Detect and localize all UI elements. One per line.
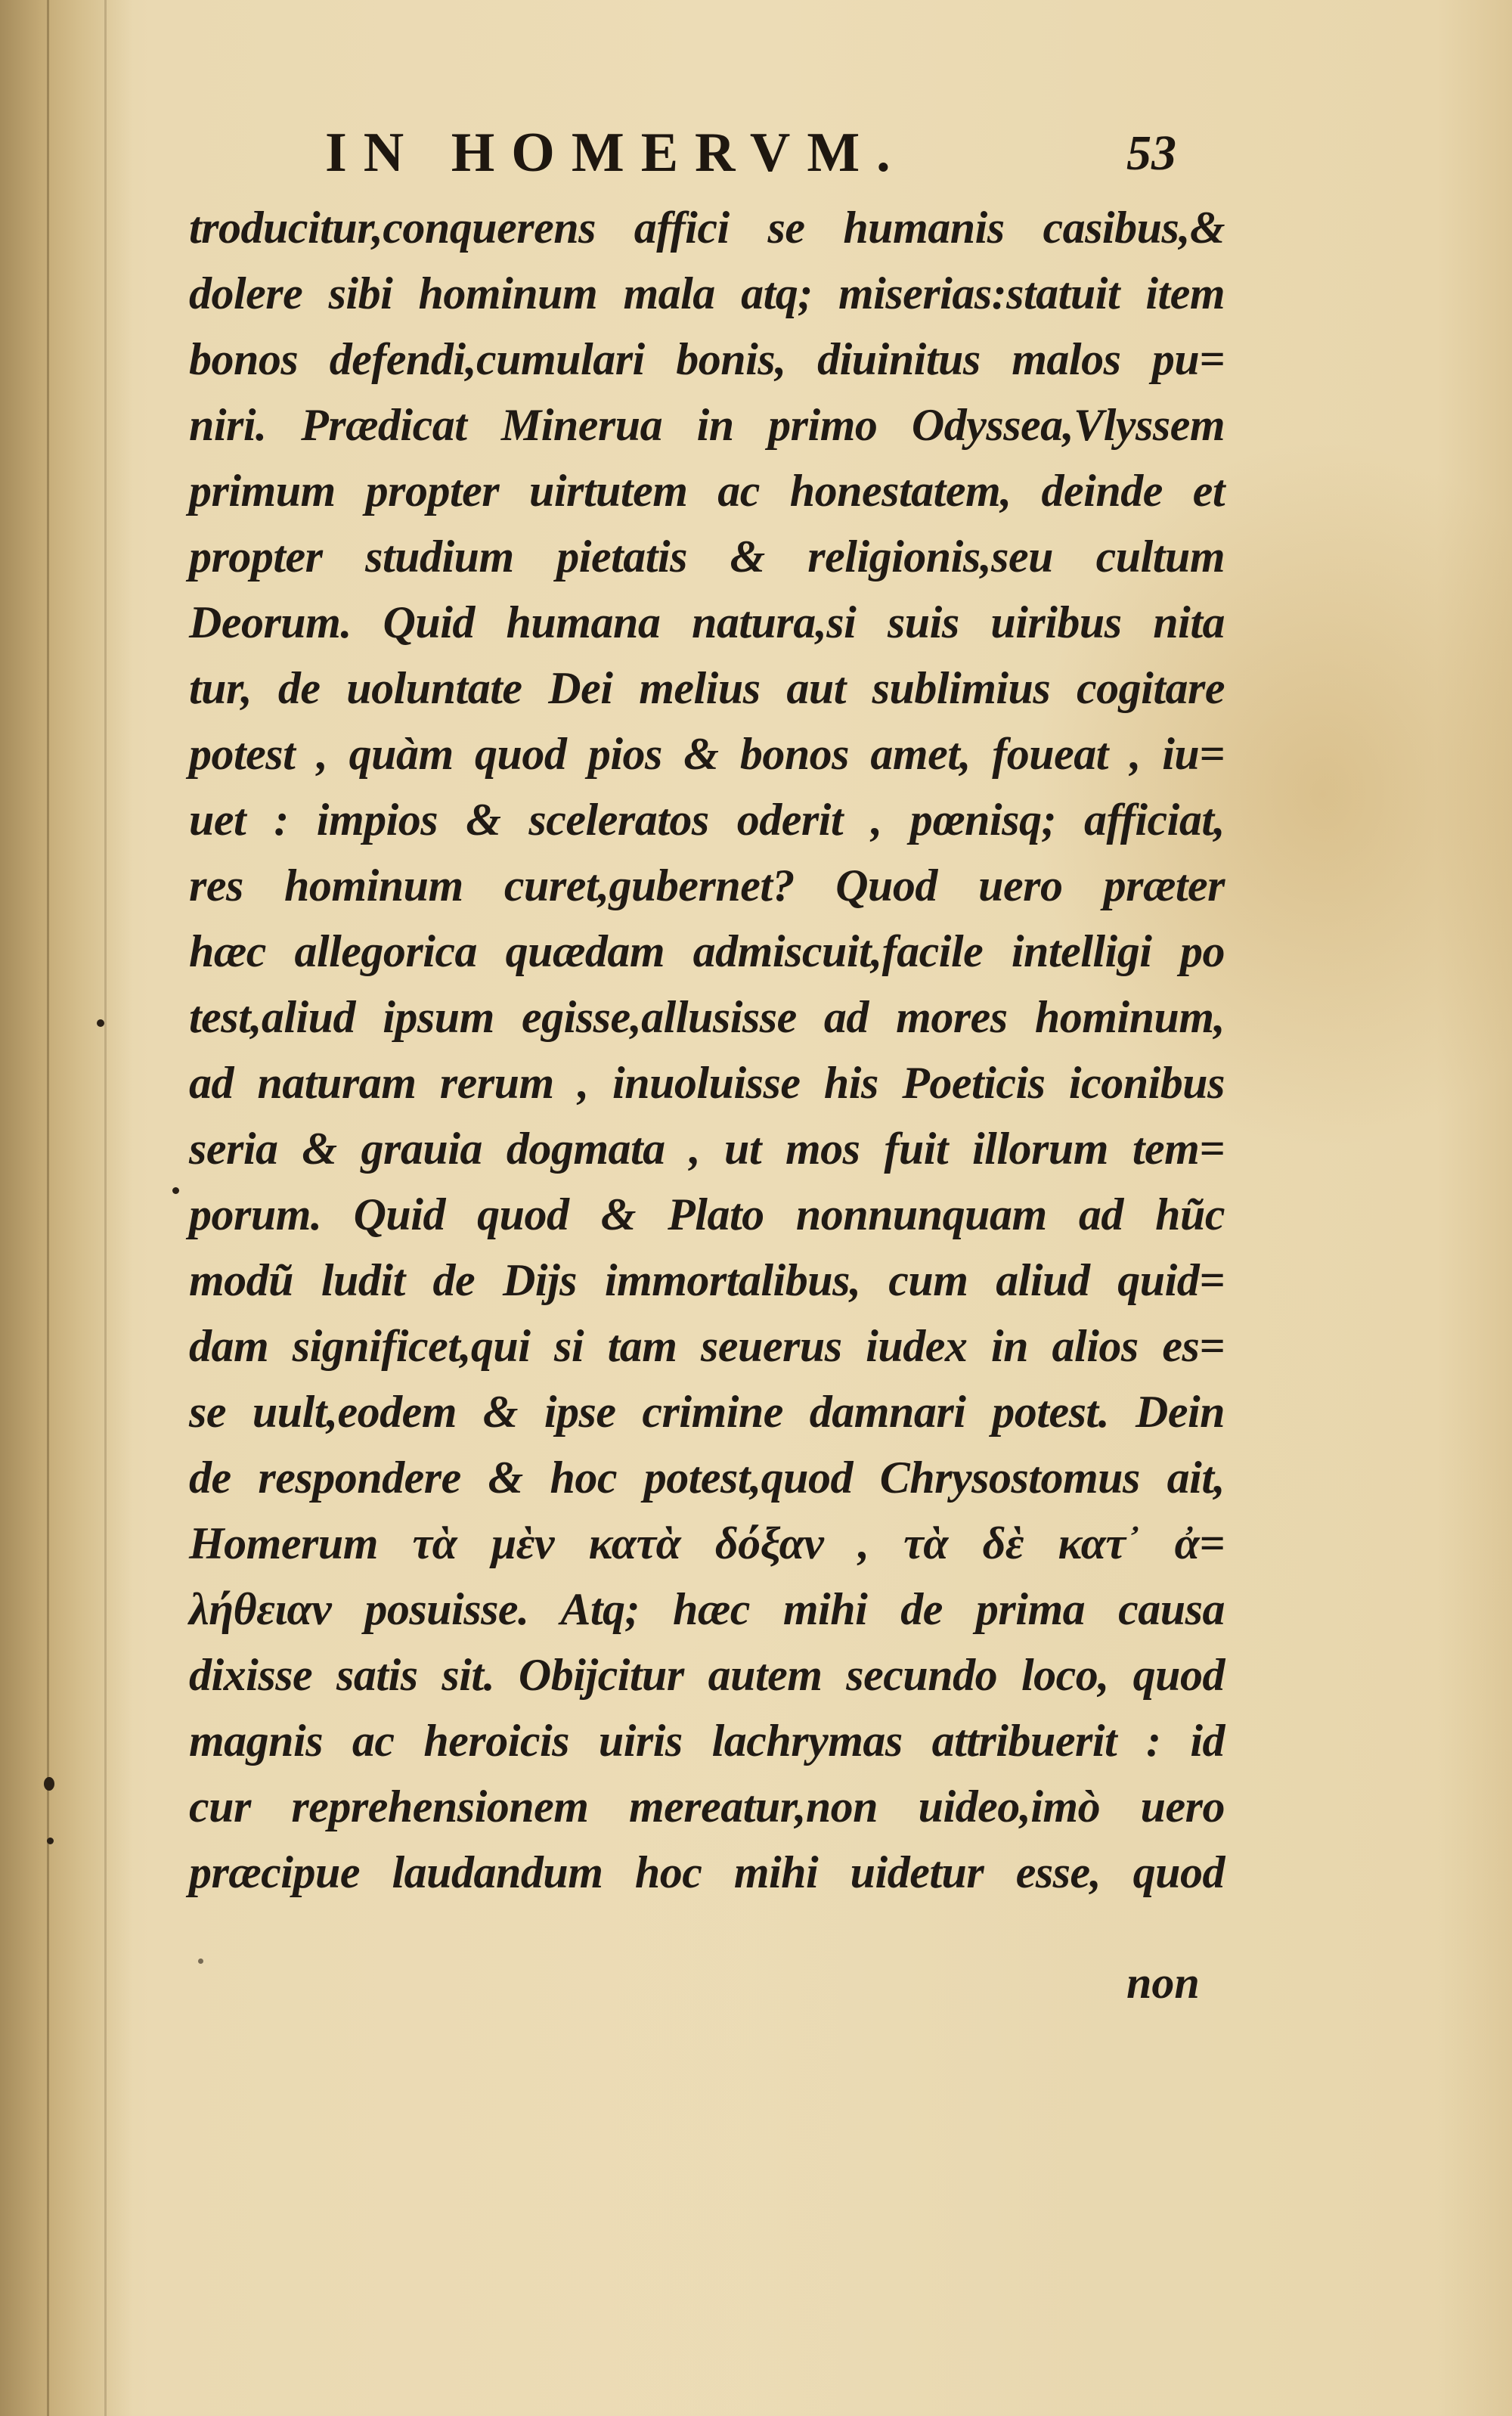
gutter-fold-line [104,0,107,2416]
text-line: porum. Quid quod & Plato nonnunquam ad hũc [189,1189,1225,1239]
text-line: primum propter uirtutem ac honestatem, deinde et [189,466,1225,516]
text-line: dolere sibi hominum mala atq; miserias:statuit item [189,268,1225,318]
gutter-fold-line [47,0,49,2416]
running-head: IN HOMERVM. [325,122,907,184]
text-line: niri. Prædicat Mineruа in primo Odyssea,Vlyssem [189,400,1225,450]
ink-speck [47,1838,54,1844]
text-line: Homerum τὰ μὲν κατὰ δόξαν , τὰ δὲ κατ᾽ ἀ= [189,1518,1225,1568]
text-line: ad naturam rerum , inuoluisse his Poeticis iconibus [189,1058,1225,1108]
ink-speck [172,1187,179,1194]
body-text [189,195,1225,1906]
ink-speck [44,1777,54,1791]
text-line: res hominum curet,gubernet? Quod uero præter [189,861,1225,910]
text-line: test,aliud ipsum egisse,allusisse ad mores hominum, [189,992,1225,1042]
text-line: troducitur,conquerens affici se humanis casibus,& [189,203,1225,253]
text-line: de respondere & hoc potest,quod Chrysostomus ait, [189,1453,1225,1503]
text-line: dam significet,qui si tam seuerus iudex in alios es= [189,1321,1225,1371]
text-line: tur, de uoluntate Dei melius aut sublimius cogitare [189,663,1225,713]
text-line: præcipue laudandum hoc mihi uidetur esse, quod [189,1847,1225,1897]
text-line: se uult,eodem & ipse crimine damnari potest. Dein [189,1387,1225,1437]
text-line: cur reprehensionem mereatur,non uideo,imò uero [189,1782,1225,1831]
page-gutter-shadow [0,0,132,2416]
text-line: bonos defendi,cumulari bonis, diuinitus malos pu= [189,334,1225,384]
text-line: seria & grauia dogmata , ut mos fuit illorum tem= [189,1124,1225,1174]
text-line: modũ ludit de Dijs immortalibus, cum aliud quid= [189,1255,1225,1305]
ink-speck [97,1019,104,1027]
ink-speck [198,1959,203,1964]
text-line: magnis ac heroicis uiris lachrymas attribuerit : id [189,1716,1225,1766]
text-line: propter studium pietatis & religionis,seu cultum [189,532,1225,582]
text-line: λήθειαν posuisse. Atq; hæc mihi de prima causa [189,1584,1225,1634]
catchword: non [1126,1958,1200,2008]
page-number: 53 [1126,126,1176,181]
text-line: Deorum. Quid humana natura,si suis uiribus nita [189,597,1225,647]
text-line: uet : impios & sceleratos oderit , pœnisq; afficiat, [189,795,1225,845]
text-line: potest , quàm quod pios & bonos amet, foueat , iu= [189,729,1225,779]
text-line: hæc allegorica quædam admiscuit,facile intelligi po [189,926,1225,976]
text-line: dixisse satis sit. Obijcitur autem secundo loco, quod [189,1650,1225,1700]
